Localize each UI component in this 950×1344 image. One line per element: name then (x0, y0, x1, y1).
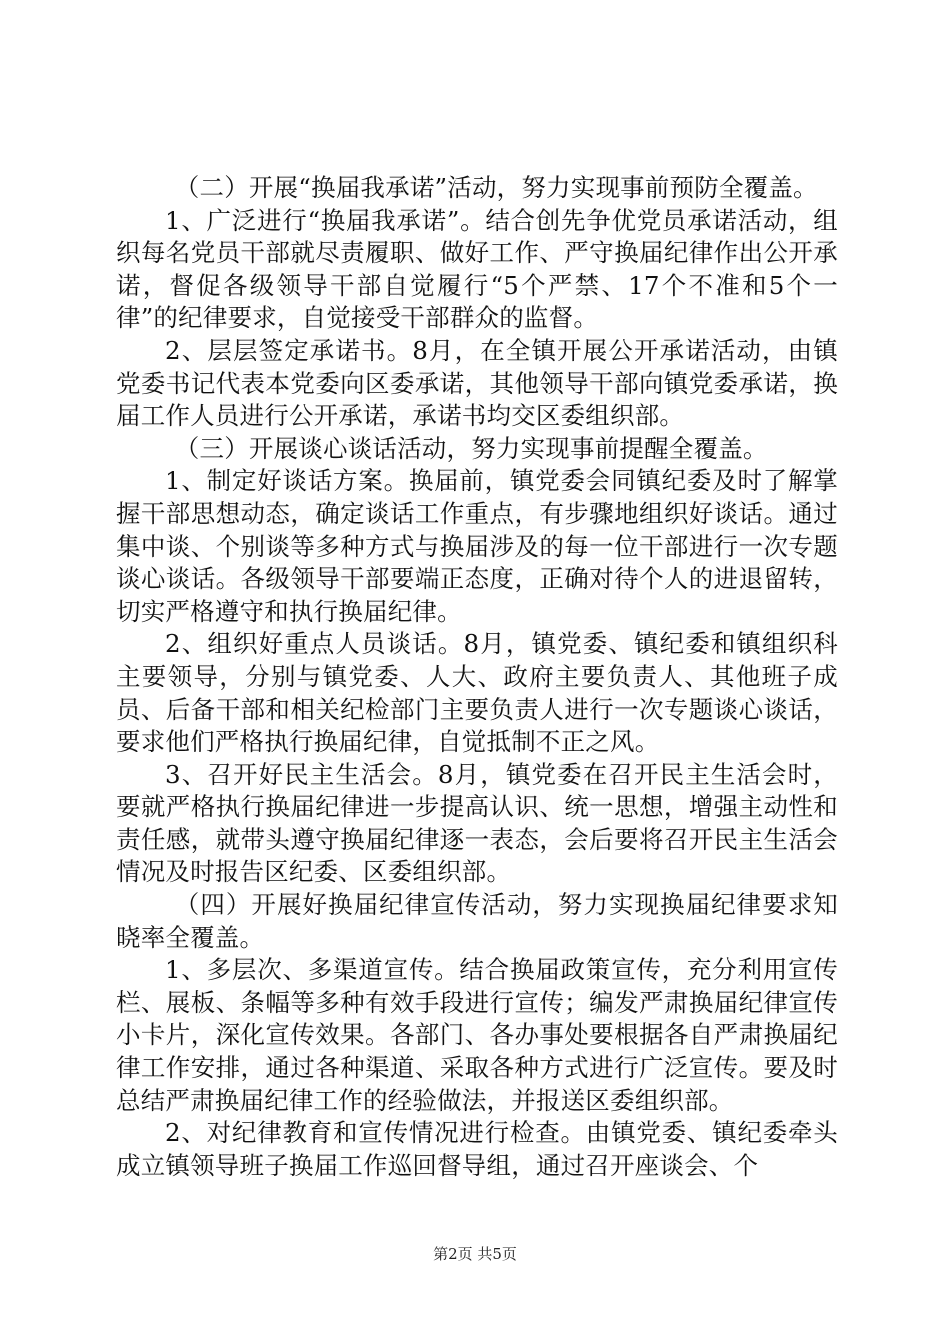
paragraph-item: 1、广泛进行“换届我承诺”。结合创先争优党员承诺活动，组织每名党员干部就尽责履职、做好工作、严守换届纪律作出公开承诺，督促各级领导干部自觉履行“5个严禁、17个不准和5个一律”的纪律要求，自觉接受干部群众的监督。 (116, 205, 838, 333)
page-number-footer: 第2页 共5页 (433, 1245, 517, 1263)
paragraph-item: 3、召开好民主生活会。8月，镇党委在召开民主生活会时，要就严格执行换届纪律进一步提高认识、统一思想，增强主动性和责任感，就带头遵守换届纪律逐一表态，会后要将召开民主生活会情况及时报告区纪委、区委组织部。 (116, 759, 838, 887)
document-body (116, 172, 838, 1182)
section-heading-4: （四）开展好换届纪律宣传活动，努力实现换届纪律要求知晓率全覆盖。 (116, 890, 838, 952)
paragraph-item: 1、制定好谈话方案。换届前，镇党委会同镇纪委及时了解掌握干部思想动态，确定谈话工作重点，有步骤地组织好谈话。通过集中谈、个别谈等多种方式与换届涉及的每一位干部进行一次专题谈心谈话。各级领导干部要端正态度，正确对待个人的进退留转，切实严格遵守和执行换届纪律。 (116, 466, 838, 626)
paragraph-item: 1、多层次、多渠道宣传。结合换届政策宣传，充分利用宣传栏、展板、条幅等多种有效手段进行宣传；编发严肃换届纪律宣传小卡片，深化宣传效果。各部门、各办事处要根据各自严肃换届纪律工作安排，通过各种渠道、采取各种方式进行广泛宣传。要及时总结严肃换届纪律工作的经验做法，并报送区委组织部。 (116, 955, 838, 1115)
paragraph-item: 2、组织好重点人员谈话。8月，镇党委、镇纪委和镇组织科主要领导，分别与镇党委、人大、政府主要负责人、其他班子成员、后备干部和相关纪检部门主要负责人进行一次专题谈心谈话，要求他们严格执行换届纪律，自觉抵制不正之风。 (116, 629, 838, 757)
section-heading-3: （三）开展谈心谈话活动，努力实现事前提醒全覆盖。 (174, 433, 768, 463)
paragraph-item: 2、层层签定承诺书。8月，在全镇开展公开承诺活动，由镇党委书记代表本党委向区委承诺，其他领导干部向镇党委承诺，换届工作人员进行公开承诺，承诺书均交区委组织部。 (116, 335, 838, 431)
section-heading-2: （二）开展“换届我承诺”活动，努力实现事前预防全覆盖。 (174, 173, 818, 202)
paragraph-item: 2、对纪律教育和宣传情况进行检查。由镇党委、镇纪委牵头成立镇领导班子换届工作巡回督导组，通过召开座谈会、个 (116, 1118, 838, 1180)
